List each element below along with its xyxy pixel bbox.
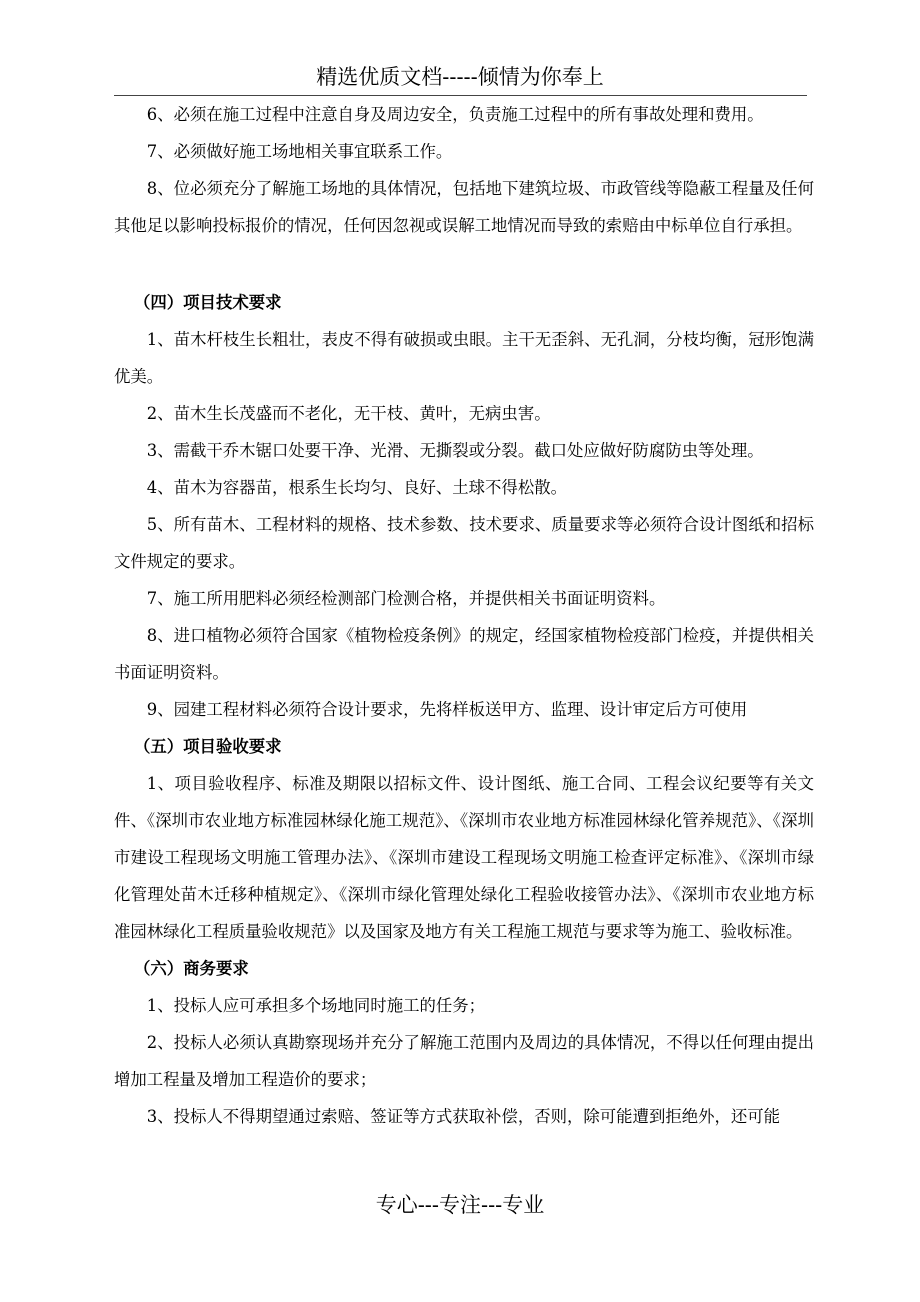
page-header: 精选优质文档-----倾情为你奉上 xyxy=(316,65,604,89)
paragraph: 3、投标人不得期望通过索赔、签证等方式获取补偿，否则，除可能遭到拒绝外，还可能 xyxy=(146,1107,781,1126)
paragraph: 3、需截干乔木锯口处要干净、光滑、无撕裂或分裂。截口处应做好防腐防虫等处理。 xyxy=(146,441,764,460)
paragraph: 2、投标人必须认真勘察现场并充分了解施工范围内及周边的具体情况，不得以任何理由提出增加工程量及增加工程造价的要求； xyxy=(114,1033,814,1089)
paragraph: 7、施工所用肥料必须经检测部门检测合格，并提供相关书面证明资料。 xyxy=(146,589,666,608)
paragraph: 5、所有苗木、工程材料的规格、技术参数、技术要求、质量要求等必须符合设计图纸和招标文件规定的要求。 xyxy=(114,515,814,571)
paragraph: 4、苗木为容器苗，根系生长均匀、良好、土球不得松散。 xyxy=(146,478,567,497)
paragraph: 9、园建工程材料必须符合设计要求，先将样板送甲方、监理、设计审定后方可使用 xyxy=(146,700,748,719)
paragraph: 7、必须做好施工场地相关事宜联系工作。 xyxy=(146,142,453,161)
paragraph: 2、苗木生长茂盛而不老化，无干枝、黄叶，无病虫害。 xyxy=(146,404,551,423)
paragraph: 1、投标人应可承担多个场地同时施工的任务； xyxy=(146,996,486,1015)
paragraph: 1、苗木杆枝生长粗壮，表皮不得有破损或虫眼。主干无歪斜、无孔洞，分枝均衡，冠形饱满优美。 xyxy=(114,330,814,386)
section-heading-tech: （四）项目技术要求 xyxy=(134,293,282,312)
page-footer: 专心---专注---专业 xyxy=(375,1193,545,1217)
section-heading-business: （六）商务要求 xyxy=(134,959,249,978)
paragraph: 8、位必须充分了解施工场地的具体情况，包括地下建筑垃圾、市政管线等隐蔽工程量及任何其他足以影响投标报价的情况，任何因忽视或误解工地情况而导致的索赔由中标单位自行承担。 xyxy=(114,179,814,235)
paragraph: 1、项目验收程序、标准及期限以招标文件、设计图纸、施工合同、工程会议纪要等有关文件、《深圳市农业地方标准园林绿化施工规范》、《深圳市农业地方标准园林绿化管养规范》、《深圳市建设工程现场文明施工管理办法》、《深圳市建设工程现场文明施工检查评定标准》、《深圳市绿化管理处苗木迁移种植规定》、《深圳市绿化管理处绿化工程验收接管办法》、《深圳市农业地方标准园林绿化工程质量验收规范》以及国家及地方有关工程施工规范与要求等为施工、验收标准。 xyxy=(114,774,814,941)
paragraph: 6、必须在施工过程中注意自身及周边安全，负责施工过程中的所有事故处理和费用。 xyxy=(146,105,764,124)
document-body xyxy=(114,96,814,1135)
paragraph: 8、进口植物必须符合国家《植物检疫条例》的规定，经国家植物检疫部门检疫，并提供相关书面证明资料。 xyxy=(114,626,814,682)
section-heading-acceptance: （五）项目验收要求 xyxy=(134,737,282,756)
